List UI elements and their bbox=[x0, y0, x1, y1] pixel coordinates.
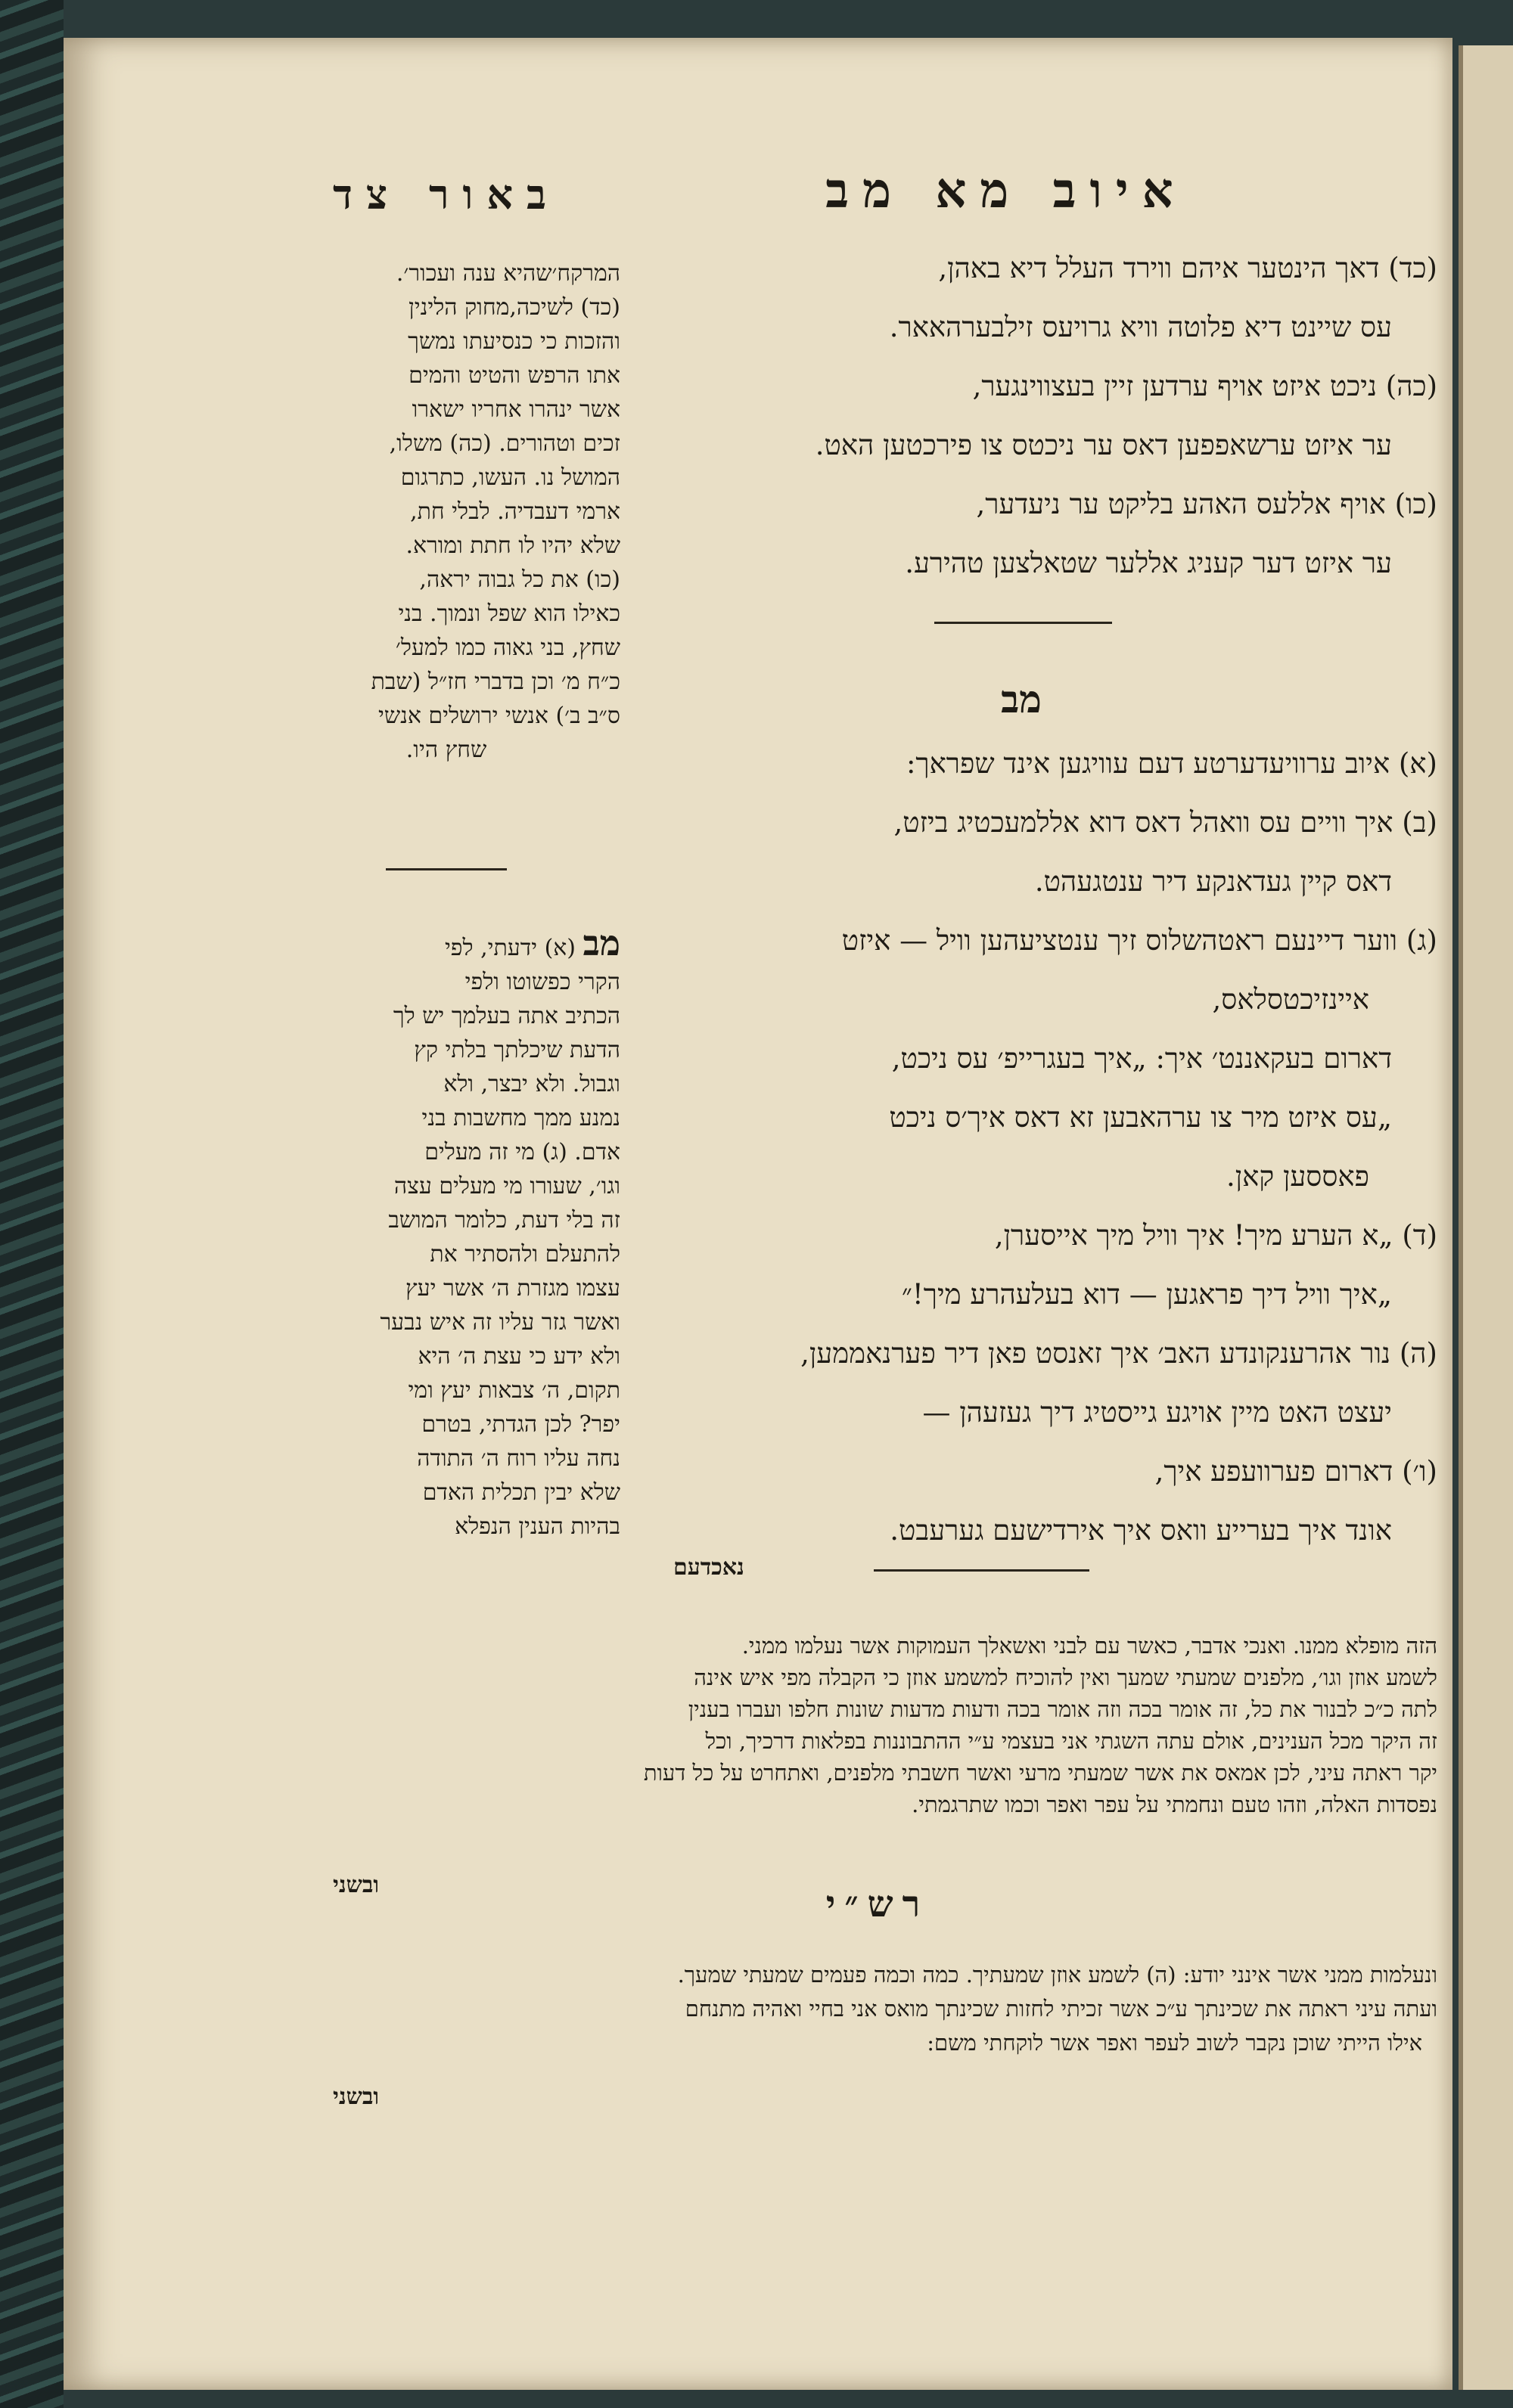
commentary-line: כאילו הוא שפל ונמוך. בני bbox=[398, 601, 620, 627]
rashi-line: ועתה עיני ראתה את שכינתך ע״כ אשר זכיתי לחזות שכינתך מואס אני בחיי ואהיה מתנחם bbox=[685, 1997, 1437, 2022]
rashi-line: אילו הייתי שוכן נקבר לשוב לעפר ואפר אשר לוקחתי משם: bbox=[927, 2031, 1422, 2056]
commentary-line: הזה מופלא ממנו. ואנכי אדבר, כאשר עם לבני ואשאלך העמוקות אשר נעלמו ממני. bbox=[741, 1634, 1437, 1659]
catchword-commentary: ובשני bbox=[333, 1872, 379, 1898]
text-line: (ו׳) דארום פערוועפע איך, bbox=[1154, 1457, 1437, 1487]
text-line: „עס איזט מיר צו ערהאבען זא דאס איך׳ס ניכט bbox=[889, 1103, 1392, 1133]
commentary-line: שלא יבין תכלית האדם bbox=[422, 1480, 620, 1506]
commentary-line: שלא יהיו לו חתת ומורא. bbox=[405, 533, 620, 559]
rashi-text bbox=[280, 1963, 1437, 2056]
text-line: איינזיכטסלאס, bbox=[1212, 985, 1369, 1015]
commentary-line: הקרי כפשוטו ולפי bbox=[464, 970, 620, 995]
text-line: דאס קיין געדאנקע דיר ענטגעהט. bbox=[1034, 867, 1392, 897]
commentary-line: המרקח׳שהיא ענה ועכור׳. bbox=[396, 261, 620, 287]
text-line: (ג) ווער דיינעם ראטהשלוס זיך ענטציעהען וויל — איזט bbox=[841, 926, 1437, 956]
commentary-line: (כד) לשיכה,מחוק הלינין bbox=[409, 295, 620, 321]
text-line: יעצט האט מיין אויגע גייסטיג דיך געזעהן — bbox=[922, 1398, 1392, 1428]
commentary-line: זה היקר מכל הענינים, אולם עתה השגתי אני בעצמי ע״י ההתבוננות בפלאות דרכיך, וכל bbox=[705, 1729, 1437, 1754]
main-end-rule bbox=[874, 1569, 1089, 1572]
commentary-line: ולא ידע כי עצת ה׳ היא bbox=[418, 1344, 620, 1370]
commentary-line: יקר ראתה עיני, לכן אמאס את אשר שמעתי מרעי ואשר חשבתי מלפנים, ואתחרט על כל דעות bbox=[643, 1761, 1437, 1786]
commentary-line: ארמי דעבדיה. לבלי חת, bbox=[410, 499, 620, 525]
rashi-line: ונעלמות ממני אשר אינני יודע: (ה) לשמע אוזן שמעתיך. כמה וכמה פעמים שמעתי שמעך. bbox=[677, 1963, 1437, 1988]
commentary-line: כ״ח מ׳ וכן בדברי חז״ל (שבת bbox=[371, 669, 620, 695]
commentary-line: בהיות הענין הנפלא bbox=[455, 1514, 620, 1540]
commentary-top bbox=[272, 261, 620, 763]
text-line: פאססען קאן. bbox=[1226, 1162, 1369, 1192]
text-line: (כו) אויף אללעס האהע בליקט ער ניעדער, bbox=[976, 489, 1437, 520]
commentary-line: נחה עליו רוח ה׳ התודה bbox=[417, 1446, 620, 1472]
text-line: עס שיינט דיא פלוטה וויא גרויעס זילבערהאאר. bbox=[889, 312, 1392, 343]
commentary-line: וגבול. ולא יבצר, ולא bbox=[443, 1072, 620, 1097]
section-divider bbox=[934, 622, 1112, 624]
catchword-rashi: ובשני bbox=[333, 2084, 379, 2110]
text-line: (ה) נור אהרענקונדע האב׳ איך זאנסט פאן דיר פערנאממען, bbox=[800, 1339, 1437, 1369]
text-line: (א) איוב ערוויעדערטע דעם עוויגען אינד שפראך: bbox=[906, 749, 1437, 779]
next-page-edge bbox=[1459, 45, 1513, 2390]
text-line: (ב) איך וויים עס וואהל דאס דוא אללמעכטיג ביזט, bbox=[893, 808, 1437, 838]
commentary-line: זה בלי דעת, כלומר המושב bbox=[388, 1208, 620, 1233]
text-line: אונד איך בערייע וואס איך אירדישעם גערעבט. bbox=[890, 1516, 1392, 1546]
commentary-text: (א) ידעתי, לפי bbox=[444, 935, 576, 961]
running-header-commentary: באור צד bbox=[332, 170, 561, 219]
text-line: „איך וויל דיך פראגען — דוא בעלעהרע מיך!״ bbox=[901, 1280, 1392, 1310]
commentary-line: עצמו מגזרת ה׳ אשר יעץ bbox=[405, 1276, 620, 1302]
text-line: ער איזט דער קעניג אללער שטאלצען טהירע. bbox=[905, 548, 1392, 579]
commentary-line: לתה כ״כ לבנור את כל, זה אומר בכה וזה אומר בכה ודעות מדעות שונות חלפו ועברו בענין bbox=[688, 1697, 1437, 1722]
commentary-line: תקום, ה׳ צבאות יעץ ומי bbox=[408, 1378, 620, 1404]
main-text-bottom bbox=[651, 749, 1437, 1546]
commentary-line: ס״ב ב׳) אנשי ירושלים אנשי bbox=[377, 703, 620, 729]
commentary-line: להתעלם ולהסתיר את bbox=[430, 1242, 620, 1268]
commentary-bottom bbox=[272, 930, 620, 1540]
main-text-top bbox=[651, 253, 1437, 579]
commentary-line: ואשר גזר עליו זה איש נבער bbox=[380, 1310, 620, 1336]
text-line: (כה) ניכט איזט אויף ערדען זיין בעצווינגער, bbox=[972, 371, 1437, 402]
commentary-line: יפר? לכן הגדתי, בטרם bbox=[421, 1412, 620, 1438]
commentary-line: אדם. (ג) מי זה מעלים bbox=[424, 1140, 620, 1165]
commentary-line: שחץ היו. bbox=[405, 737, 487, 763]
commentary-chapter-label: מב bbox=[583, 930, 620, 961]
commentary-divider bbox=[386, 868, 507, 870]
commentary-continuation bbox=[280, 1634, 1437, 1817]
rashi-heading: רש״י bbox=[825, 1883, 930, 1925]
commentary-line: לשמע אוזן וגו׳, מלפנים שמעתי שמעך ואין להוכיח למשמע אוזן כי הקבלה מפי איש אינה bbox=[694, 1665, 1437, 1690]
running-header-main: איוב מא מב bbox=[825, 163, 1187, 219]
chapter-heading: מב bbox=[1001, 677, 1042, 721]
commentary-line: נמנע ממך מחשבות בני bbox=[421, 1106, 620, 1131]
commentary-line: שחץ, בני גאוה כמו למעל׳ bbox=[395, 635, 620, 661]
text-line: דארום בעקאננט׳ איך: „איך בעגרייפ׳ עס ניכט, bbox=[891, 1044, 1392, 1074]
text-line: ער איזט ערשאפפען דאס ער ניכטס צו פירכטען האט. bbox=[815, 430, 1392, 461]
commentary-line: אתו הרפש והטיט והמים bbox=[409, 363, 620, 389]
commentary-line: נפסדות האלה, וזהו טעם ונחמתי על עפר ואפר וכמו שתרגמתי. bbox=[912, 1792, 1437, 1817]
commentary-line: (כו) את כל גבוה יראה, bbox=[419, 567, 620, 593]
commentary-line bbox=[272, 930, 620, 961]
commentary-line: המושל נו. העשו, כתרגום bbox=[400, 465, 620, 491]
commentary-line: הדעת שיכלתך בלתי קץ bbox=[414, 1038, 620, 1063]
book-cover-board bbox=[0, 0, 64, 2408]
text-line: (כד) דאך הינטער איהם ווירד העלל דיא באהן, bbox=[938, 253, 1437, 284]
commentary-line: וגו׳, שעורו מי מעלים עצה bbox=[393, 1174, 620, 1199]
commentary-line: והזכות כי כנסיעתו נמשך bbox=[408, 329, 620, 355]
catchword-main: נאכדעם bbox=[673, 1554, 744, 1581]
commentary-line: אשר ינהרו אחריו ישארו bbox=[412, 397, 620, 423]
commentary-line: הכתיב אתה בעלמך יש לך bbox=[393, 1004, 620, 1029]
commentary-line: זכים וטהורים. (כה) משלו, bbox=[389, 431, 620, 457]
text-line: (ד) „א הערע מיך! איך וויל מיך אייסערן, bbox=[994, 1221, 1437, 1251]
